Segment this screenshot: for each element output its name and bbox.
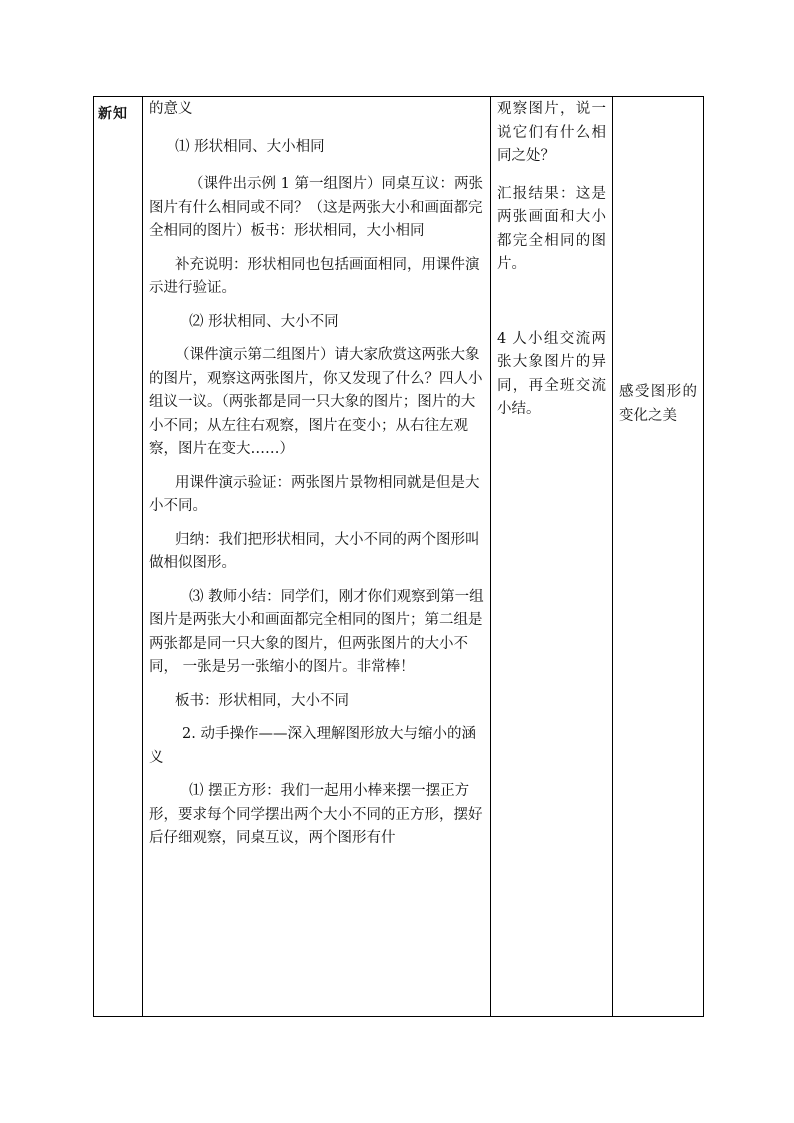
student-activity-cell (491, 97, 613, 1017)
content-paragraph: 的意义 (149, 101, 193, 117)
content-paragraph: ⑶ 教师小结：同学们，刚才你们观察到第一组图片是两张大小和画面都完全相同的图片；第二组是两张都是同一只大象的图片，但两张图片的大小不同， 一张是另一张缩小的图片。非常棒！ (149, 588, 484, 675)
design-intent-cell (613, 97, 704, 1017)
activity-paragraph: 观察图片，说一说它们有什么相同之处？ (497, 101, 606, 164)
teaching-content-cell (143, 97, 491, 1017)
student-activity (491, 98, 612, 422)
teaching-content (143, 98, 490, 851)
activity-paragraph: 汇报结果：这是两张画面和大小都完全相同的图片。 (497, 185, 606, 272)
table-row (94, 97, 704, 1017)
content-paragraph: ⑴ 摆正方形：我们一起用小棒来摆一摆正方形，要求每个同学摆出两个大小不同的正方形，摆好后仔细观察，同桌互议，两个图形有什 (149, 783, 483, 846)
lesson-plan-table (93, 96, 704, 1017)
section-label: 新知 (98, 106, 128, 122)
section-label-cell (94, 97, 143, 1017)
content-paragraph: （课件出示例 1 第一组图片）同桌互议：两张图片有什么相同或不同？（这是两张大小和画面都完全相同的图片）板书：形状相同，大小相同 (149, 176, 483, 239)
activity-paragraph: 4 人小组交流两张大象图片的异同，再全班交流小结。 (497, 330, 606, 417)
content-paragraph: 归纳：我们把形状相同，大小不同的两个图形叫做相似图形。 (149, 531, 480, 571)
intent-paragraph: 感受图形的变化之美 (619, 384, 697, 424)
content-paragraph: ⑵ 形状相同、大小不同 (189, 313, 339, 330)
content-paragraph: ⑴ 形状相同、大小相同 (175, 138, 325, 155)
content-paragraph: 补充说明：形状相同也包括画面相同，用课件演示进行验证。 (149, 256, 480, 296)
content-paragraph: （课件演示第二组图片）请大家欣赏这两张大象的图片，观察这两张图片，你又发现了什么？四人小组议一议。（两张都是同一只大象的图片；图片的大小不同；从左往右观察，图片在变小；从右往左观察，图片在变大……） (149, 347, 483, 457)
content-paragraph: 2. 动手操作——深入理解图形放大与缩小的涵义 (149, 726, 476, 766)
content-paragraph: 用课件演示验证：两张图片景物相同就是但是大小不同。 (149, 474, 480, 514)
design-intent (613, 97, 703, 428)
content-paragraph: 板书：形状相同，大小不同 (175, 692, 349, 709)
